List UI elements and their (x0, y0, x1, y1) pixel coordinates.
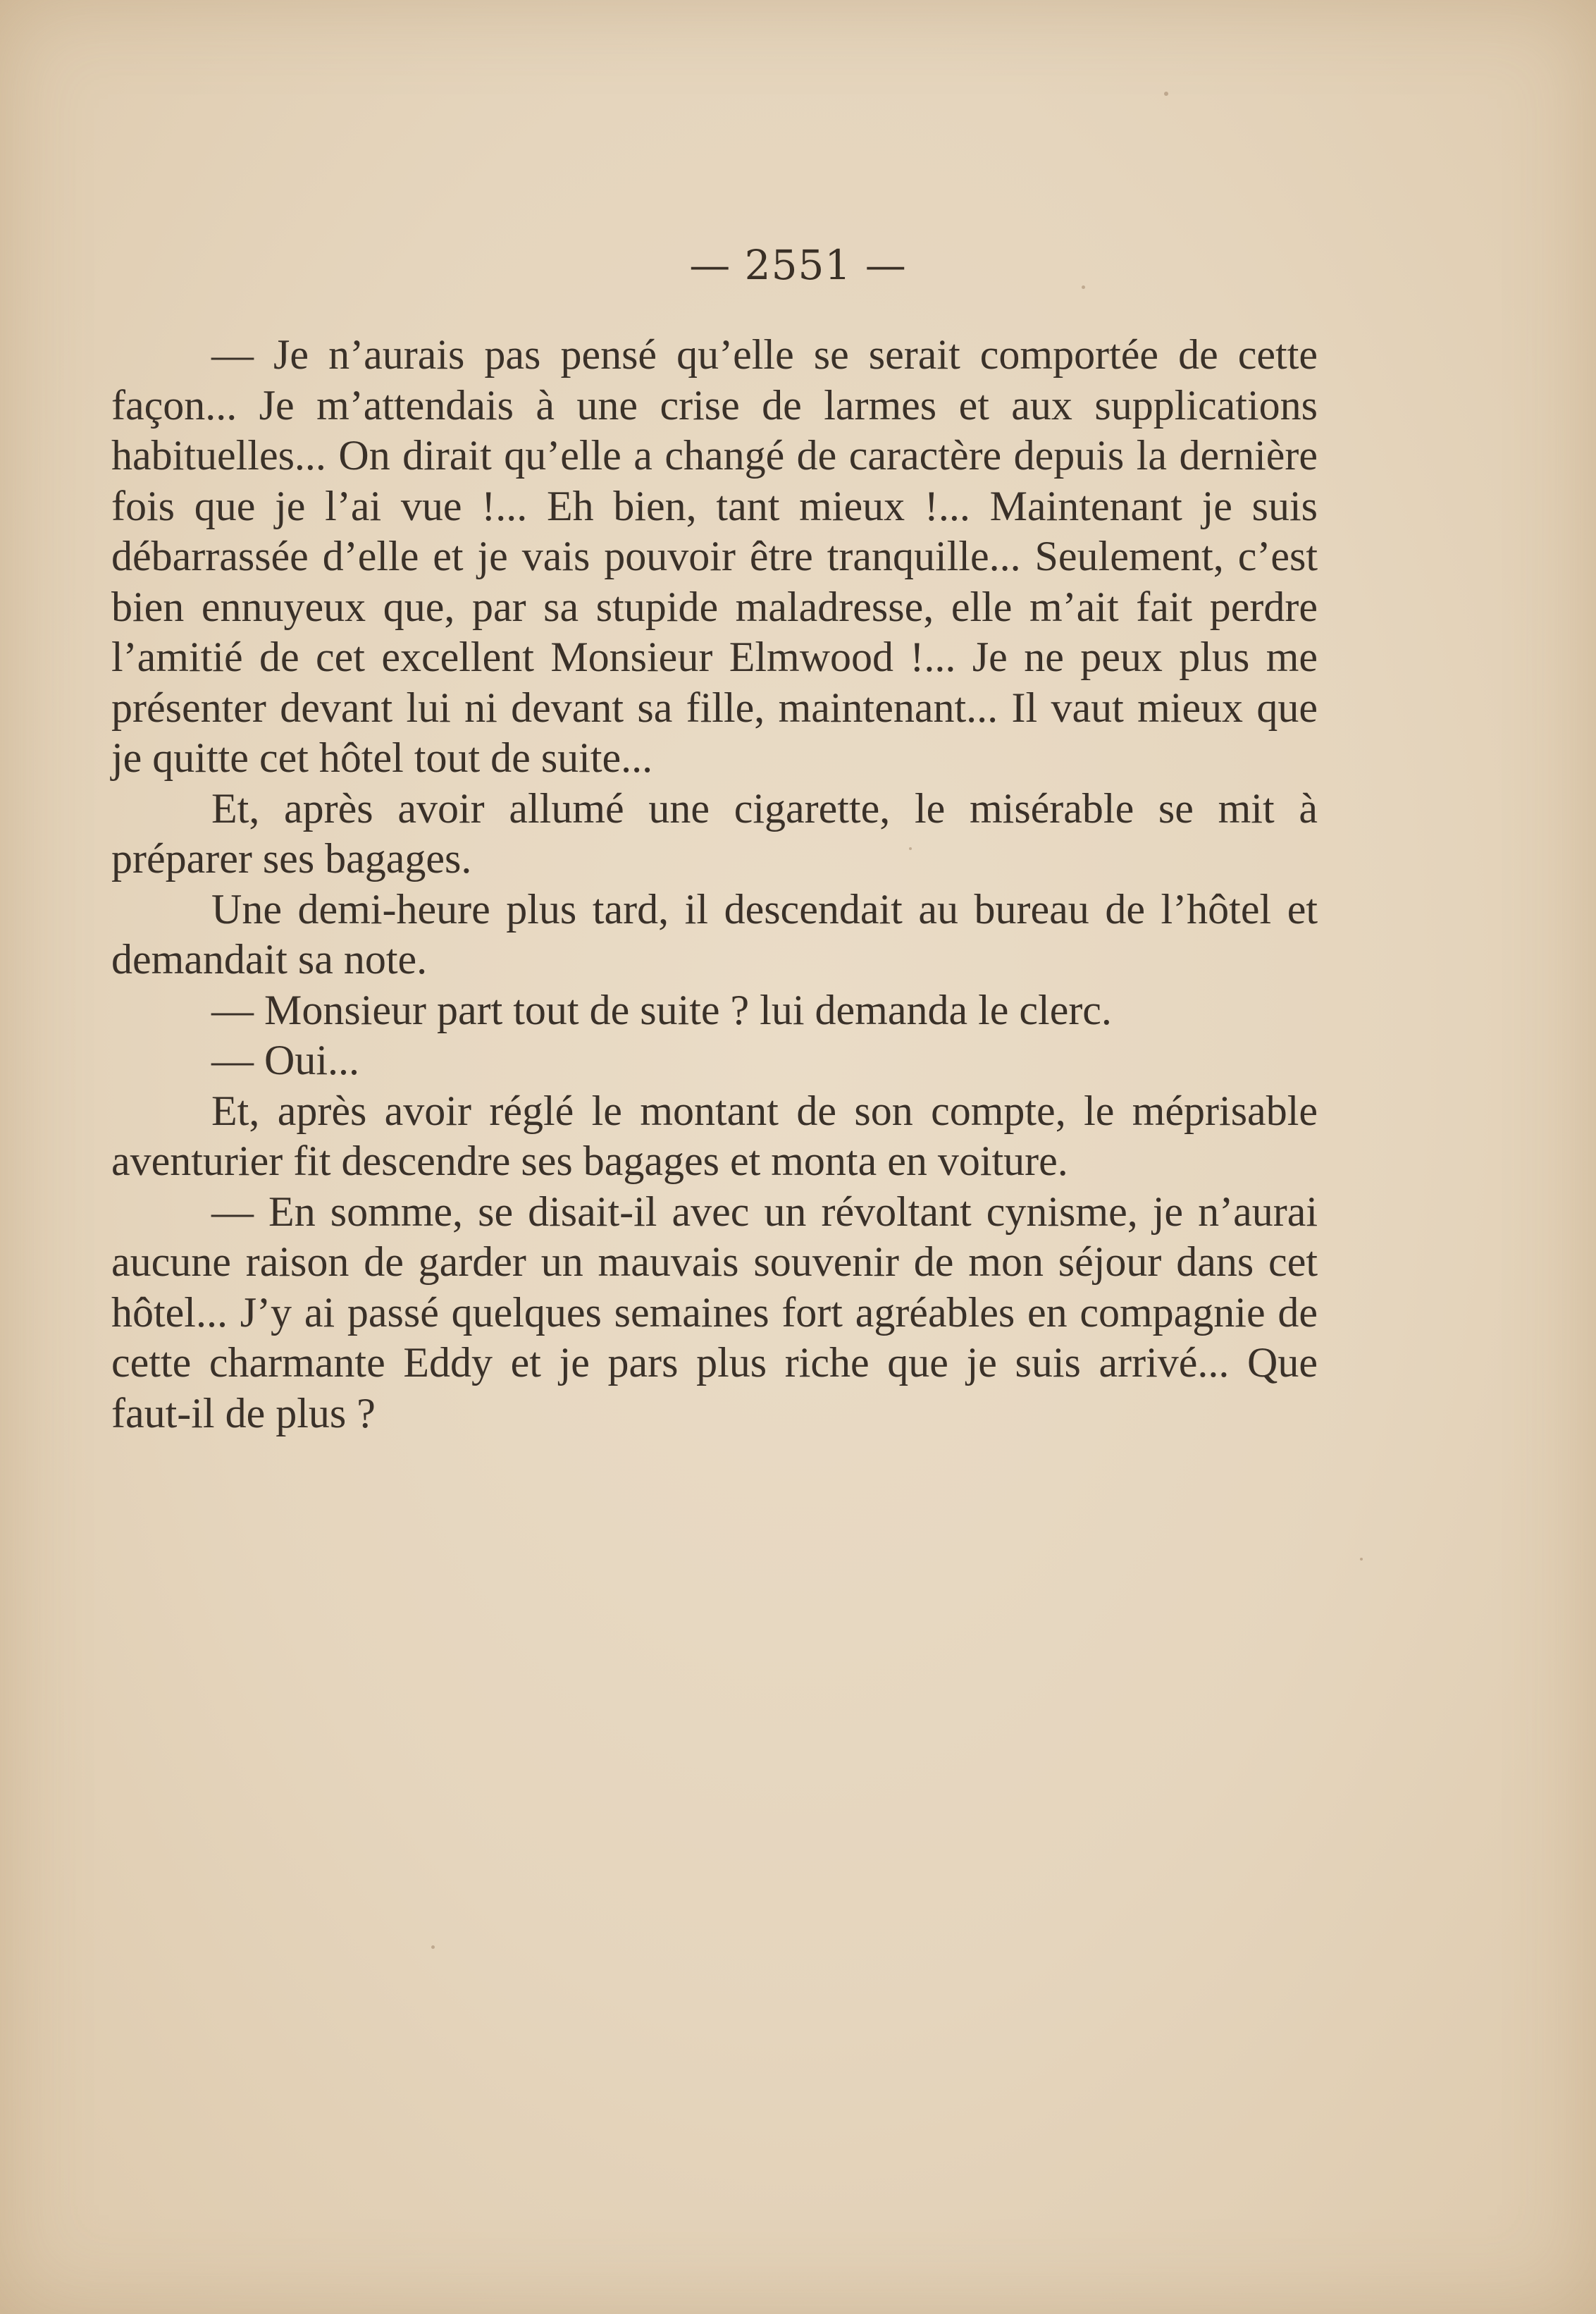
paragraph-5: — Oui... (211, 1037, 359, 1083)
paragraph-1: — Je n’aurais pas pensé qu’elle se serait comportée de cette façon... Je m’attendais à une crise de larmes et aux supplications habituelles... On dirait qu’elle a changé de caractère depuis la dernière fois que je l’ai vue !... Eh bien, tant mieux !... Maintenant je suis débarrassée d’elle et je vais pouvoir être tranquille... Seulement, c’est bien ennuyeux que, par sa stupide maladresse, elle m’ait fait perdre l’amitié de cet excellent Monsieur Elmwood !... Je ne peux plus me présenter devant lui ni devant sa fille, maintenant... Il vaut mieux que je quitte cet hôtel tout de suite... (111, 331, 1318, 781)
page-number: — 2551 — (689, 241, 907, 289)
paper-speck (431, 1945, 435, 1949)
paragraph-7: — En somme, se disait-il avec un révoltant cynisme, je n’aurai aucune raison de garder un mauvais souvenir de mon séjour dans cet hôtel... J’y ai passé quelques semaines fort agréables en compagnie de cette charmante Eddy et je pars plus riche que je suis arrivé... Que faut-il de plus ? (111, 1188, 1318, 1436)
body-text (111, 330, 1318, 1439)
paragraph-2: Et, après avoir allumé une cigarette, le misérable se mit à préparer ses bagages. (111, 784, 1318, 882)
paper-speck (1360, 1558, 1363, 1561)
paper-speck (1164, 92, 1168, 96)
paragraph-3: Une demi-heure plus tard, il descendait au bureau de l’hôtel et demandait sa note. (111, 885, 1318, 983)
paragraph-6: Et, après avoir réglé le montant de son compte, le méprisable aventurier fit descendre ses bagages et monta en voiture. (111, 1087, 1318, 1184)
paragraph-4: — Monsieur part tout de suite ? lui demanda le clerc. (211, 986, 1112, 1033)
